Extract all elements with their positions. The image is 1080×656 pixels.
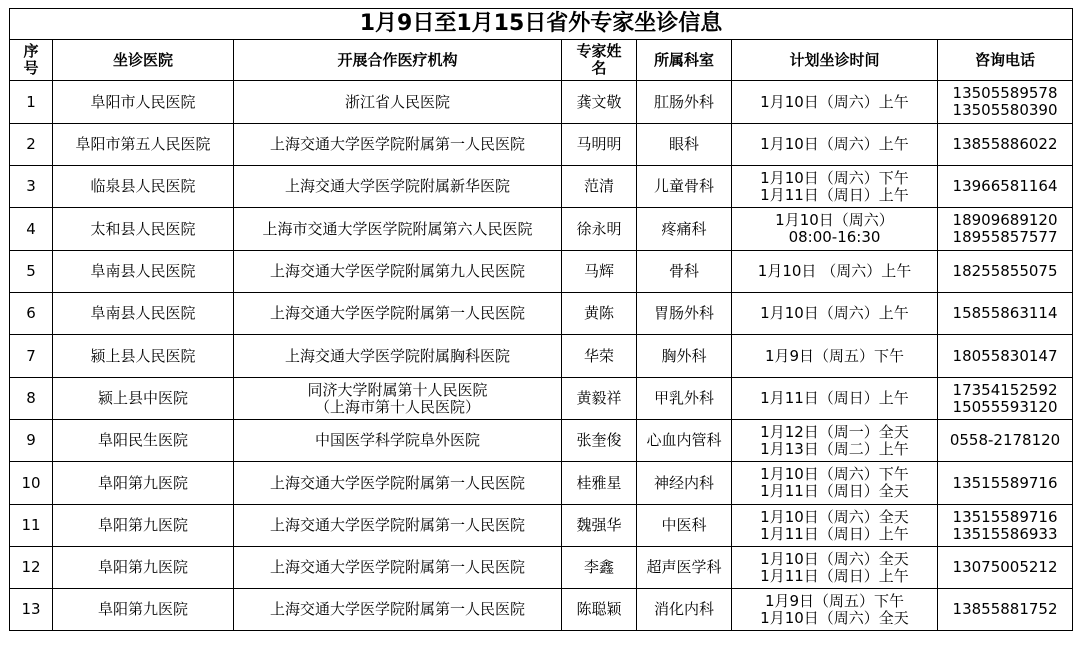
cell-hospital: 阜阳第九医院 <box>53 589 234 631</box>
cell-seq: 12 <box>10 547 53 589</box>
schedule-sheet <box>9 8 1072 631</box>
cell-hospital: 颍上县中医院 <box>53 378 234 420</box>
cell-hospital: 阜阳市第五人民医院 <box>53 124 234 166</box>
cell-seq: 4 <box>10 208 53 251</box>
cell-time <box>732 208 938 251</box>
cell-seq: 3 <box>10 166 53 208</box>
cell-phone-line: 13515586933 <box>952 524 1058 543</box>
table-row <box>10 166 1073 208</box>
cell-expert: 黄毅祥 <box>562 378 637 420</box>
cell-time-line: 1月11日（周日）全天 <box>760 482 909 500</box>
cell-time <box>732 420 938 462</box>
cell-seq: 6 <box>10 293 53 335</box>
cell-hospital: 阜阳第九医院 <box>53 505 234 547</box>
header-dept: 所属科室 <box>637 40 732 81</box>
cell-partner-line: 上海交通大学医学院附属胸科医院 <box>284 346 510 365</box>
cell-expert: 桂雅星 <box>562 462 637 505</box>
cell-expert: 黄陈 <box>562 293 637 335</box>
header-seq <box>10 40 53 81</box>
cell-partner <box>234 251 562 293</box>
cell-dept: 胸外科 <box>637 335 732 378</box>
cell-partner-line: 上海交通大学医学院附属新华医院 <box>284 177 510 195</box>
cell-phone-line: 18909689120 <box>952 211 1058 229</box>
header-row <box>10 40 1073 81</box>
cell-dept: 眼科 <box>637 124 732 166</box>
cell-time <box>732 378 938 420</box>
table-row <box>10 420 1073 462</box>
cell-dept: 胃肠外科 <box>637 293 732 335</box>
table-row <box>10 251 1073 293</box>
cell-partner <box>234 547 562 589</box>
cell-phone-line: 0558-2178120 <box>949 431 1061 449</box>
cell-partner-line: 上海交通大学医学院附属第一人民医院 <box>269 600 525 618</box>
cell-seq: 2 <box>10 124 53 166</box>
cell-time-line: 1月10日 （周六）上午 <box>757 262 912 280</box>
table-row <box>10 335 1073 378</box>
cell-expert: 龚文敬 <box>562 81 637 124</box>
header-expert <box>562 40 637 81</box>
cell-dept: 中医科 <box>637 505 732 547</box>
cell-phone-line: 18255855075 <box>952 262 1058 280</box>
cell-time-line: 1月11日（周日）上午 <box>760 185 909 204</box>
cell-dept: 骨科 <box>637 251 732 293</box>
cell-phone-line: 13505580390 <box>952 101 1058 119</box>
cell-hospital: 阜阳民生医院 <box>53 420 234 462</box>
table-row <box>10 505 1073 547</box>
table-row <box>10 208 1073 251</box>
cell-partner <box>234 505 562 547</box>
cell-expert: 陈聪颖 <box>562 589 637 631</box>
cell-partner-line: 上海交通大学医学院附属第一人民医院 <box>269 473 525 492</box>
cell-phone <box>938 505 1073 547</box>
cell-time <box>732 462 938 505</box>
cell-partner-line: 上海交通大学医学院附属第一人民医院 <box>269 304 525 322</box>
cell-time <box>732 251 938 293</box>
cell-phone <box>938 420 1073 462</box>
cell-hospital: 临泉县人民医院 <box>53 166 234 208</box>
cell-dept: 超声医学科 <box>637 547 732 589</box>
cell-time-line: 1月11日（周日）上午 <box>760 389 909 407</box>
cell-time-line: 1月10日（周六）上午 <box>760 304 909 322</box>
cell-seq: 11 <box>10 505 53 547</box>
header-time: 计划坐诊时间 <box>732 40 938 81</box>
cell-partner <box>234 124 562 166</box>
cell-partner-line: （上海市第十人民医院） <box>314 397 480 416</box>
cell-phone-line: 13966581164 <box>952 177 1058 195</box>
cell-phone-line: 13505589578 <box>952 84 1058 102</box>
cell-time-line: 1月10日（周六）全天 <box>760 507 909 526</box>
cell-partner-line: 上海交通大学医学院附属第一人民医院 <box>269 516 525 534</box>
table-row <box>10 547 1073 589</box>
header-partner: 开展合作医疗机构 <box>234 40 562 81</box>
cell-hospital: 颍上县人民医院 <box>53 335 234 378</box>
cell-phone <box>938 335 1073 378</box>
cell-phone-line: 13075005212 <box>952 558 1058 576</box>
cell-phone-line: 13855886022 <box>952 135 1058 153</box>
table-row <box>10 293 1073 335</box>
cell-phone-line: 13515589716 <box>952 473 1058 492</box>
cell-partner <box>234 462 562 505</box>
cell-time-line: 1月9日（周五）下午 <box>764 346 905 365</box>
cell-hospital: 阜阳第九医院 <box>53 547 234 589</box>
cell-partner <box>234 589 562 631</box>
cell-time-line: 1月10日（周六）上午 <box>760 135 909 153</box>
cell-expert: 范清 <box>562 166 637 208</box>
cell-time-line: 1月11日（周日）上午 <box>760 524 909 543</box>
cell-time <box>732 293 938 335</box>
cell-time-line: 1月10日（周六）下午 <box>760 168 909 187</box>
header-hospital: 坐诊医院 <box>53 40 234 81</box>
cell-expert: 马辉 <box>562 251 637 293</box>
cell-time <box>732 547 938 589</box>
table-row <box>10 589 1073 631</box>
cell-hospital: 阜阳市人民医院 <box>53 81 234 124</box>
cell-hospital: 阜南县人民医院 <box>53 251 234 293</box>
cell-hospital: 阜阳第九医院 <box>53 462 234 505</box>
cell-seq: 13 <box>10 589 53 631</box>
cell-hospital: 阜南县人民医院 <box>53 293 234 335</box>
header-phone: 咨询电话 <box>938 40 1073 81</box>
cell-time-line: 1月10日（周六）上午 <box>760 92 909 111</box>
cell-phone <box>938 166 1073 208</box>
cell-partner <box>234 208 562 251</box>
cell-seq: 10 <box>10 462 53 505</box>
cell-time <box>732 166 938 208</box>
cell-dept: 甲乳外科 <box>637 378 732 420</box>
cell-phone-line: 18055830147 <box>952 346 1058 365</box>
cell-phone <box>938 81 1073 124</box>
cell-time <box>732 335 938 378</box>
cell-dept: 心血内管科 <box>637 420 732 462</box>
cell-time <box>732 589 938 631</box>
cell-time-line: 1月9日（周五）下午 <box>764 591 905 610</box>
cell-partner-line: 上海交通大学医学院附属第九人民医院 <box>269 262 525 280</box>
cell-time-line: 1月13日（周二）上午 <box>760 439 909 458</box>
cell-phone <box>938 547 1073 589</box>
cell-time-line: 1月12日（周一）全天 <box>760 422 909 441</box>
cell-phone-line: 15855863114 <box>952 304 1058 322</box>
cell-expert: 徐永明 <box>562 208 637 251</box>
cell-partner <box>234 378 562 420</box>
cell-seq: 9 <box>10 420 53 462</box>
header-expert-line-1: 专家姓 <box>576 42 622 60</box>
header-expert-line-2: 名 <box>591 59 607 77</box>
table-row <box>10 378 1073 420</box>
cell-expert: 张奎俊 <box>562 420 637 462</box>
cell-partner-line: 上海市交通大学医学院附属第六人民医院 <box>262 219 533 238</box>
header-seq-line-2: 号 <box>23 59 39 77</box>
table-row <box>10 81 1073 124</box>
cell-dept: 儿童骨科 <box>637 166 732 208</box>
cell-hospital: 太和县人民医院 <box>53 208 234 251</box>
cell-phone <box>938 589 1073 631</box>
cell-partner <box>234 335 562 378</box>
cell-time <box>732 124 938 166</box>
cell-expert: 李鑫 <box>562 547 637 589</box>
cell-expert: 华荣 <box>562 335 637 378</box>
cell-partner-line: 上海交通大学医学院附属第一人民医院 <box>269 558 525 576</box>
cell-partner <box>234 166 562 208</box>
table-row <box>10 124 1073 166</box>
cell-dept: 疼痛科 <box>637 208 732 251</box>
cell-phone <box>938 462 1073 505</box>
cell-dept: 神经内科 <box>637 462 732 505</box>
cell-expert: 魏强华 <box>562 505 637 547</box>
cell-partner-line: 浙江省人民医院 <box>344 92 450 111</box>
cell-phone-line: 13515589716 <box>952 507 1058 526</box>
cell-dept: 肛肠外科 <box>637 81 732 124</box>
table-title: 1月9日至1月15日省外专家坐诊信息 <box>10 9 1073 40</box>
cell-time-line: 1月10日（周六） <box>775 211 894 229</box>
cell-partner-line: 上海交通大学医学院附属第一人民医院 <box>269 135 525 153</box>
cell-phone-line: 13855881752 <box>952 600 1058 618</box>
cell-partner <box>234 293 562 335</box>
cell-time-line: 1月10日（周六）全天 <box>760 608 909 627</box>
cell-time <box>732 81 938 124</box>
header-seq-line-1: 序 <box>23 42 39 60</box>
cell-phone <box>938 208 1073 251</box>
cell-seq: 5 <box>10 251 53 293</box>
cell-partner-line: 中国医学科学院阜外医院 <box>314 431 480 449</box>
cell-dept: 消化内科 <box>637 589 732 631</box>
cell-time-line: 08:00-16:30 <box>788 228 881 246</box>
cell-partner <box>234 420 562 462</box>
cell-phone-line: 15055593120 <box>952 397 1058 416</box>
cell-phone <box>938 293 1073 335</box>
table-body <box>10 81 1073 631</box>
cell-time-line: 1月10日（周六）下午 <box>760 465 909 483</box>
cell-seq: 1 <box>10 81 53 124</box>
cell-seq: 8 <box>10 378 53 420</box>
cell-phone <box>938 251 1073 293</box>
schedule-table <box>9 8 1073 631</box>
cell-time <box>732 505 938 547</box>
cell-partner-line: 同济大学附属第十人民医院 <box>307 380 488 399</box>
cell-time-line: 1月10日（周六）全天 <box>760 549 909 568</box>
cell-phone <box>938 124 1073 166</box>
cell-partner <box>234 81 562 124</box>
cell-phone-line: 17354152592 <box>952 380 1058 399</box>
cell-seq: 7 <box>10 335 53 378</box>
cell-phone <box>938 378 1073 420</box>
cell-expert: 马明明 <box>562 124 637 166</box>
cell-time-line: 1月11日（周日）上午 <box>760 566 909 585</box>
cell-phone-line: 18955857577 <box>952 228 1058 246</box>
table-row <box>10 462 1073 505</box>
